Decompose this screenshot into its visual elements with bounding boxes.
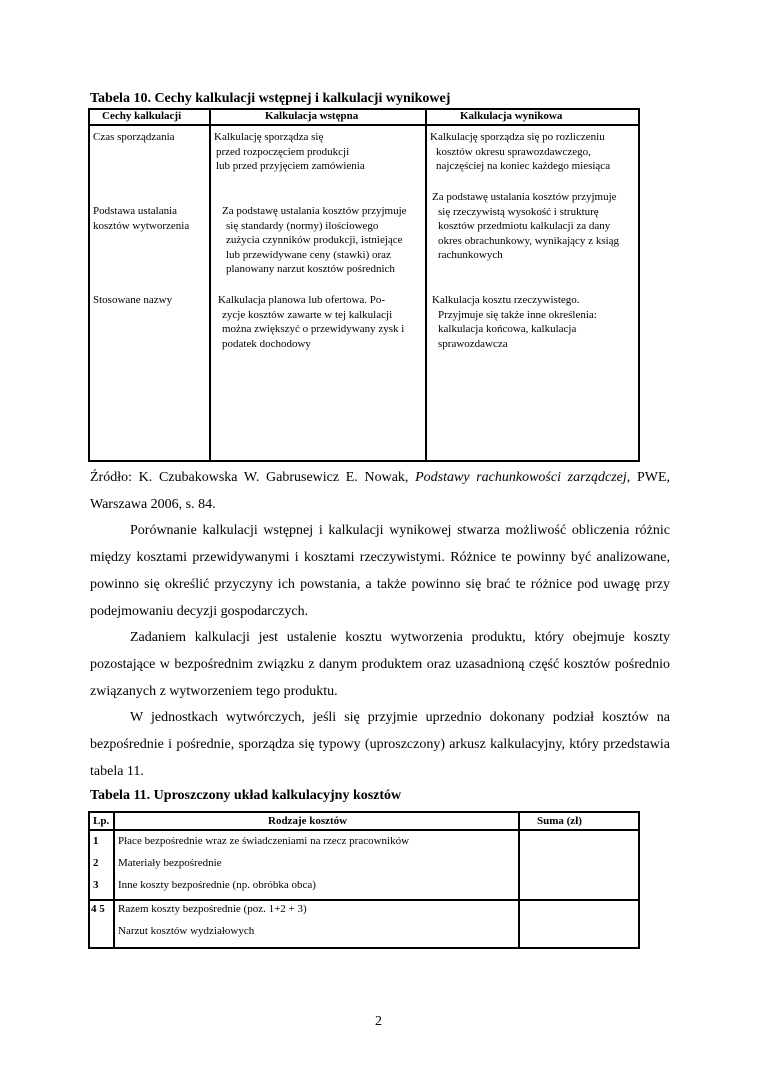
- table-11-row-number: 2: [93, 857, 99, 869]
- table-10-header-features: Cechy kalkulacji: [102, 110, 182, 122]
- table-10-cell: Kalkulacja kosztu rzeczywistego. Przyjmuje się także inne określenia: kalkulacja końcowa, kalkulacja sprawozdawcza: [432, 294, 597, 350]
- table-11-row-number: 3: [93, 879, 99, 891]
- table-11-row-label: Inne koszty bezpośrednie (np. obróbka obca): [118, 879, 316, 891]
- body-paragraph: Porównanie kalkulacji wstępnej i kalkulacji wynikowej stwarza możliwość obliczenia różnic między kosztami przewidywanymi i kosztami rzeczywistymi. Różnice te powinny być analizowane, powinno się określić przyczyny ich powstania, a także powinno się brać te różnice pod uwagę przy podejmowaniu decyzji gospodarczych.: [90, 523, 670, 619]
- table-11-row-number: 4 5: [91, 903, 105, 915]
- table-10-cell: Czas sporządzania: [93, 131, 175, 143]
- table-10-cell: Za podstawę ustalania kosztów przyjmuje się standardy (normy) ilościowego zużycia czynników produkcji, istniejące lub przewidywane ceny (stawki) oraz planowany narzut kosztów pośrednich: [222, 205, 407, 275]
- table-11-header-lp: Lp.: [93, 815, 110, 827]
- table-11-row-label: Razem koszty bezpośrednie (poz. 1+2 + 3): [118, 903, 307, 915]
- table-10-cell: Kalkulację sporządza się przed rozpoczęciem produkcji lub przed przyjęciem zamówienia: [214, 131, 365, 172]
- table-11-row-label: Narzut kosztów wydziałowych: [118, 925, 255, 937]
- table-11-row-label: Materiały bezpośrednie: [118, 857, 222, 869]
- table-10-header-pre: Kalkulacja wstępna: [265, 110, 359, 122]
- body-paragraph: W jednostkach wytwórczych, jeśli się przyjmie uprzednio dokonany podział kosztów na bezpośrednie i pośrednie, sporządza się typowy (uproszczony) arkusz kalkulacyjny, który przedstawia tabela 11.: [90, 710, 670, 779]
- table-10-cell: Kalkulacja planowa lub ofertowa. Po- zycje kosztów zawarte w tej kalkulacji można zwiększyć o przewidywany zysk i podatek dochodowy: [218, 294, 405, 350]
- body-paragraph: Zadaniem kalkulacji jest ustalenie kosztu wytworzenia produktu, który obejmuje koszty pozostające w bezpośrednim związku z danym produktem oraz uzasadnioną część kosztów pośrednio związanych z wytworzeniem tego produktu.: [90, 630, 670, 699]
- table-11-row-number: 1: [93, 835, 99, 847]
- table-10-cell: Stosowane nazwy: [93, 294, 173, 306]
- table-10-caption: Tabela 10. Cechy kalkulacji wstępnej i kalkulacji wynikowej: [90, 91, 451, 106]
- page-number: 2: [375, 1014, 382, 1029]
- table-10-source: Źródło: K. Czubakowska W. Gabrusewicz E. Nowak, Podstawy rachunkowości zarządczej, PWE, Warszawa 2006, s. 84.: [90, 470, 670, 512]
- table-10-cell: Podstawa ustalania kosztów wytworzenia: [93, 205, 190, 232]
- table-11-header-sum: Suma (zł): [537, 815, 582, 827]
- table-10-cell: Za podstawę ustalania kosztów przyjmuje się rzeczywistą wysokość i strukturę kosztów przedmiotu kalkulacji za dany okres obrachunkowy, wynikający z ksiąg rachunkowych: [432, 191, 620, 261]
- table-11-header-kind: Rodzaje kosztów: [268, 815, 348, 827]
- table-11-caption: Tabela 11. Uproszczony układ kalkulacyjny kosztów: [90, 788, 402, 803]
- table-10-header-post: Kalkulacja wynikowa: [460, 110, 563, 122]
- table-10-cell: Kalkulację sporządza się po rozliczeniu kosztów okresu sprawozdawczego, najczęściej na koniec każdego miesiąca: [430, 131, 611, 172]
- table-11-row-label: Płace bezpośrednie wraz ze świadczeniami na rzecz pracowników: [118, 835, 410, 847]
